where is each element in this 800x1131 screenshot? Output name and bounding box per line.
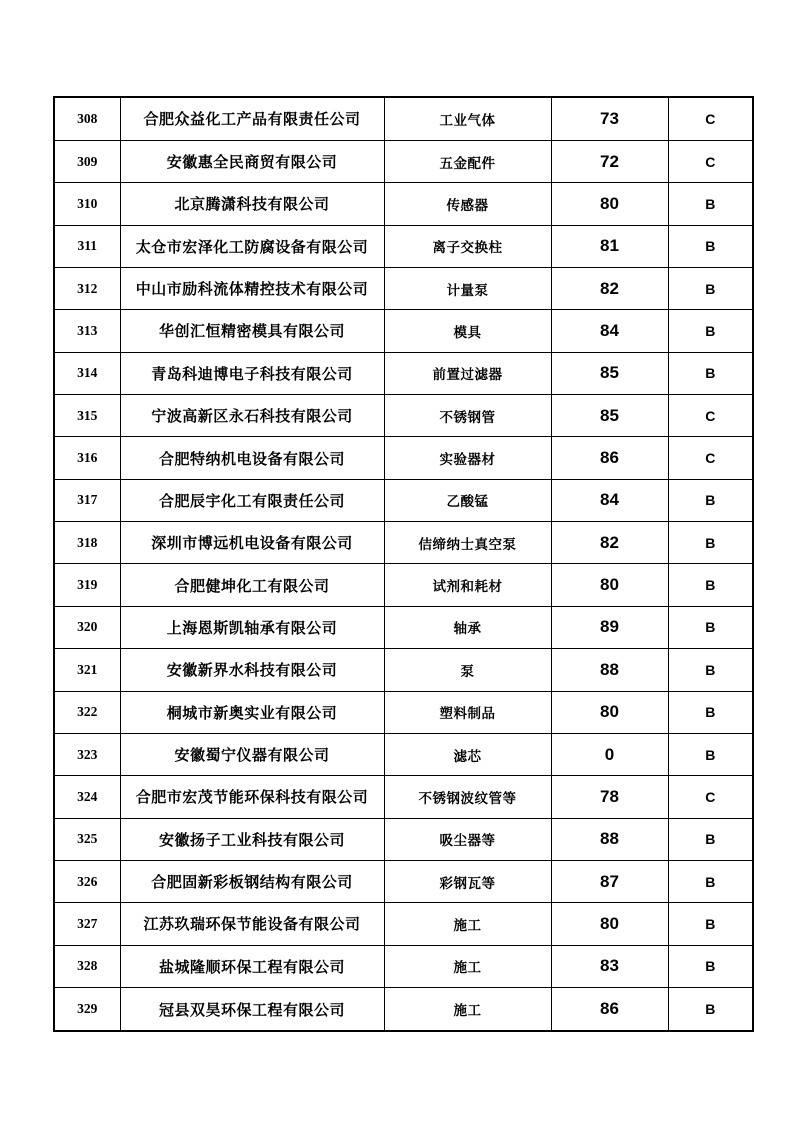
- score-cell: 0: [551, 733, 668, 775]
- grade-cell: B: [668, 225, 753, 267]
- grade-cell: B: [668, 649, 753, 691]
- table-row: [54, 183, 753, 225]
- table-row: [54, 903, 753, 945]
- row-number-cell: 315: [54, 394, 120, 436]
- company-name-cell: 安徽惠全民商贸有限公司: [120, 140, 384, 182]
- grade-cell: B: [668, 818, 753, 860]
- row-number-cell: 320: [54, 606, 120, 648]
- row-number-cell: 308: [54, 97, 120, 140]
- product-cell: 吸尘器等: [384, 818, 551, 860]
- grade-cell: B: [668, 267, 753, 309]
- score-cell: 80: [551, 183, 668, 225]
- grade-cell: B: [668, 310, 753, 352]
- company-name-cell: 北京腾潇科技有限公司: [120, 183, 384, 225]
- grade-cell: C: [668, 437, 753, 479]
- product-cell: 泵: [384, 649, 551, 691]
- row-number-cell: 317: [54, 479, 120, 521]
- score-cell: 87: [551, 860, 668, 902]
- score-cell: 85: [551, 352, 668, 394]
- score-cell: 88: [551, 818, 668, 860]
- table-row: [54, 945, 753, 987]
- product-cell: 实验器材: [384, 437, 551, 479]
- score-cell: 82: [551, 267, 668, 309]
- company-name-cell: 合肥市宏茂节能环保科技有限公司: [120, 776, 384, 818]
- table-row: [54, 988, 753, 1031]
- product-cell: 离子交换柱: [384, 225, 551, 267]
- company-name-cell: 华创汇恒精密模具有限公司: [120, 310, 384, 352]
- score-cell: 80: [551, 564, 668, 606]
- company-name-cell: 安徽扬子工业科技有限公司: [120, 818, 384, 860]
- product-cell: 滤芯: [384, 733, 551, 775]
- grade-cell: B: [668, 564, 753, 606]
- score-cell: 80: [551, 903, 668, 945]
- grade-cell: B: [668, 733, 753, 775]
- grade-cell: C: [668, 394, 753, 436]
- row-number-cell: 312: [54, 267, 120, 309]
- row-number-cell: 314: [54, 352, 120, 394]
- table-row: [54, 310, 753, 352]
- table-row: [54, 564, 753, 606]
- row-number-cell: 323: [54, 733, 120, 775]
- row-number-cell: 321: [54, 649, 120, 691]
- product-cell: 前置过滤器: [384, 352, 551, 394]
- row-number-cell: 322: [54, 691, 120, 733]
- score-cell: 82: [551, 522, 668, 564]
- company-name-cell: 上海恩斯凯轴承有限公司: [120, 606, 384, 648]
- company-name-cell: 盐城隆顺环保工程有限公司: [120, 945, 384, 987]
- grade-cell: B: [668, 606, 753, 648]
- score-cell: 84: [551, 479, 668, 521]
- table-row: [54, 860, 753, 902]
- product-cell: 计量泵: [384, 267, 551, 309]
- score-cell: 86: [551, 437, 668, 479]
- product-cell: 传感器: [384, 183, 551, 225]
- grade-cell: B: [668, 691, 753, 733]
- grade-cell: B: [668, 479, 753, 521]
- table-row: [54, 479, 753, 521]
- row-number-cell: 318: [54, 522, 120, 564]
- table-row: [54, 352, 753, 394]
- table-row: [54, 522, 753, 564]
- score-cell: 78: [551, 776, 668, 818]
- company-name-cell: 安徽蜀宁仪器有限公司: [120, 733, 384, 775]
- table-row: [54, 140, 753, 182]
- company-name-cell: 合肥辰宇化工有限责任公司: [120, 479, 384, 521]
- row-number-cell: 311: [54, 225, 120, 267]
- company-name-cell: 桐城市新奥实业有限公司: [120, 691, 384, 733]
- supplier-rating-table: [53, 96, 754, 1032]
- score-cell: 73: [551, 97, 668, 140]
- table-row: [54, 394, 753, 436]
- row-number-cell: 309: [54, 140, 120, 182]
- product-cell: 乙酸锰: [384, 479, 551, 521]
- table-row: [54, 606, 753, 648]
- grade-cell: B: [668, 945, 753, 987]
- company-name-cell: 合肥众益化工产品有限责任公司: [120, 97, 384, 140]
- company-name-cell: 青岛科迪博电子科技有限公司: [120, 352, 384, 394]
- company-name-cell: 合肥固新彩板钢结构有限公司: [120, 860, 384, 902]
- company-name-cell: 安徽新界水科技有限公司: [120, 649, 384, 691]
- grade-cell: C: [668, 97, 753, 140]
- grade-cell: C: [668, 140, 753, 182]
- score-cell: 83: [551, 945, 668, 987]
- company-name-cell: 江苏玖瑞环保节能设备有限公司: [120, 903, 384, 945]
- product-cell: 不锈钢波纹管等: [384, 776, 551, 818]
- product-cell: 施工: [384, 988, 551, 1031]
- product-cell: 工业气体: [384, 97, 551, 140]
- table-row: [54, 691, 753, 733]
- product-cell: 试剂和耗材: [384, 564, 551, 606]
- table-row: [54, 437, 753, 479]
- company-name-cell: 宁波高新区永石科技有限公司: [120, 394, 384, 436]
- company-name-cell: 中山市励科流体精控技术有限公司: [120, 267, 384, 309]
- product-cell: 佶缔纳士真空泵: [384, 522, 551, 564]
- table-row: [54, 818, 753, 860]
- score-cell: 72: [551, 140, 668, 182]
- grade-cell: B: [668, 522, 753, 564]
- score-cell: 86: [551, 988, 668, 1031]
- table-row: [54, 225, 753, 267]
- table-row: [54, 97, 753, 140]
- score-cell: 89: [551, 606, 668, 648]
- table-row: [54, 267, 753, 309]
- company-name-cell: 冠县双昊环保工程有限公司: [120, 988, 384, 1031]
- table-row: [54, 776, 753, 818]
- table-body: [54, 97, 753, 1031]
- grade-cell: C: [668, 776, 753, 818]
- row-number-cell: 316: [54, 437, 120, 479]
- product-cell: 塑料制品: [384, 691, 551, 733]
- row-number-cell: 310: [54, 183, 120, 225]
- grade-cell: B: [668, 352, 753, 394]
- score-cell: 81: [551, 225, 668, 267]
- product-cell: 施工: [384, 903, 551, 945]
- row-number-cell: 319: [54, 564, 120, 606]
- table-row: [54, 649, 753, 691]
- score-cell: 85: [551, 394, 668, 436]
- row-number-cell: 313: [54, 310, 120, 352]
- company-name-cell: 太仓市宏泽化工防腐设备有限公司: [120, 225, 384, 267]
- table-row: [54, 733, 753, 775]
- score-cell: 88: [551, 649, 668, 691]
- product-cell: 施工: [384, 945, 551, 987]
- company-name-cell: 合肥特纳机电设备有限公司: [120, 437, 384, 479]
- grade-cell: B: [668, 903, 753, 945]
- product-cell: 五金配件: [384, 140, 551, 182]
- product-cell: 彩钢瓦等: [384, 860, 551, 902]
- product-cell: 模具: [384, 310, 551, 352]
- score-cell: 84: [551, 310, 668, 352]
- row-number-cell: 329: [54, 988, 120, 1031]
- product-cell: 轴承: [384, 606, 551, 648]
- company-name-cell: 合肥健坤化工有限公司: [120, 564, 384, 606]
- row-number-cell: 325: [54, 818, 120, 860]
- grade-cell: B: [668, 988, 753, 1031]
- grade-cell: B: [668, 183, 753, 225]
- row-number-cell: 327: [54, 903, 120, 945]
- row-number-cell: 326: [54, 860, 120, 902]
- company-name-cell: 深圳市博远机电设备有限公司: [120, 522, 384, 564]
- row-number-cell: 328: [54, 945, 120, 987]
- row-number-cell: 324: [54, 776, 120, 818]
- score-cell: 80: [551, 691, 668, 733]
- product-cell: 不锈钢管: [384, 394, 551, 436]
- grade-cell: B: [668, 860, 753, 902]
